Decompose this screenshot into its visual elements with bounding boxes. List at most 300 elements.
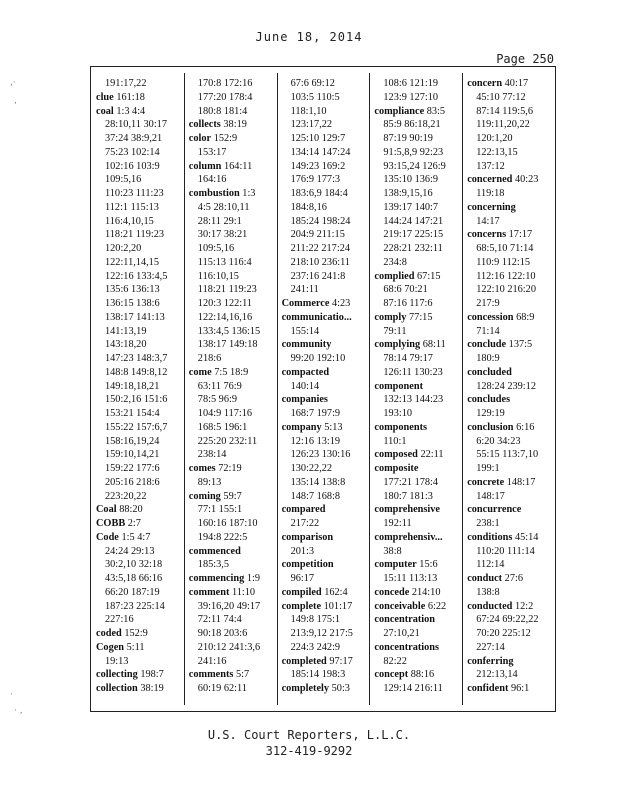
- index-term: comply: [374, 311, 407, 323]
- index-entry-continuation: [467, 105, 552, 119]
- page-line-refs: 213:9,12 217:5: [290, 628, 353, 639]
- index-entry-continuation: [282, 132, 367, 146]
- page-line-refs: 72:11 74:4: [197, 614, 242, 626]
- index-term: clue: [96, 91, 114, 103]
- index-term: collecting: [96, 669, 138, 681]
- page-line-refs: 87:19 90:19: [383, 133, 433, 144]
- index-entry-continuation: [374, 173, 459, 187]
- page-line-refs: 67:6 69:12: [290, 78, 335, 89]
- index-entry-continuation: [374, 490, 459, 504]
- index-entry-continuation: [467, 462, 552, 476]
- index-entry-continuation: [189, 407, 274, 421]
- page-line-refs: 152:9: [124, 628, 148, 639]
- page-line-refs: 75:23 102:14: [105, 146, 160, 158]
- header-date: June 18, 2014: [255, 30, 363, 44]
- page-line-refs: 88:20: [119, 504, 143, 516]
- index-entry-continuation: [467, 118, 552, 132]
- index-entry: [189, 490, 274, 504]
- page-line-refs: 152:9: [213, 133, 238, 144]
- index-entry-continuation: [282, 283, 367, 297]
- index-entry-continuation: [282, 545, 367, 559]
- index-entry-continuation: [96, 187, 181, 201]
- index-entry-continuation: [189, 613, 274, 627]
- index-entry-continuation: [374, 283, 459, 297]
- page-line-refs: 183:6,9 184:4: [290, 188, 348, 199]
- index-entry: [467, 311, 552, 325]
- index-entry-continuation: [467, 91, 552, 105]
- index-entry: [282, 558, 367, 572]
- index-entry-continuation: [189, 173, 274, 187]
- index-term: concerns: [467, 229, 507, 241]
- page-line-refs: 102:16 103:9: [105, 160, 160, 172]
- page-line-refs: 78:5 96:9: [197, 394, 237, 406]
- page-line-refs: 2:7: [127, 518, 141, 529]
- index-entry-continuation: [374, 517, 459, 531]
- page-line-refs: 123:9 127:10: [383, 91, 439, 103]
- page-line-refs: 1:3: [242, 188, 256, 199]
- index-entry-continuation: [282, 160, 367, 174]
- index-entry-continuation: [467, 448, 552, 462]
- index-entry: [467, 77, 552, 91]
- page-line-refs: 110:23 111:23: [105, 188, 164, 199]
- page-line-refs: 40:17: [504, 78, 529, 89]
- index-column: [184, 67, 277, 711]
- index-entry: [189, 366, 274, 380]
- index-entry: [374, 600, 459, 614]
- page-line-refs: 168:7 197:9: [290, 408, 341, 419]
- index-entry-continuation: [189, 503, 274, 517]
- index-entry-continuation: [189, 228, 274, 242]
- page-line-refs: 223:20,22: [105, 490, 147, 502]
- index-term: concrete: [467, 476, 505, 488]
- index-entry-continuation: [282, 105, 367, 119]
- index-entry-continuation: [189, 476, 274, 490]
- margin-mark: ·: [10, 690, 13, 700]
- page-line-refs: 193:10: [383, 408, 412, 419]
- index-entry-continuation: [374, 366, 459, 380]
- index-entry-continuation: [374, 627, 459, 641]
- index-term: collects: [188, 119, 221, 131]
- index-entry-continuation: [374, 393, 459, 407]
- index-term: concludes: [467, 394, 511, 406]
- index-entry: [374, 558, 459, 572]
- index-entry: [467, 503, 552, 517]
- index-term: completely: [281, 683, 330, 694]
- page-line-refs: 144:24 147:21: [383, 215, 444, 227]
- page-line-refs: 15:6: [419, 559, 438, 571]
- page-line-refs: 147:23 148:3,7: [105, 353, 168, 364]
- page-line-refs: 112:14: [476, 559, 505, 571]
- index-term: components: [374, 421, 428, 433]
- index-term: column: [188, 160, 222, 172]
- index-entry-continuation: [467, 160, 552, 174]
- page-line-refs: 150:2,16 151:6: [105, 394, 168, 406]
- index-entry-continuation: [467, 325, 552, 339]
- page-line-refs: 126:11 130:23: [383, 366, 443, 378]
- index-term: completed: [281, 655, 327, 667]
- index-entry-continuation: [189, 558, 274, 572]
- index-entry-continuation: [189, 435, 274, 449]
- page-line-refs: 6:20 34:23: [476, 435, 521, 447]
- page-line-refs: 149:8 175:1: [290, 614, 341, 626]
- page-line-refs: 135:10 136:9: [383, 174, 439, 186]
- page-line-refs: 185:14 198:3: [290, 669, 346, 681]
- page-line-refs: 153:21 154:4: [105, 408, 160, 419]
- page-line-refs: 112:1 115:13: [105, 201, 159, 213]
- index-entry: [189, 586, 274, 600]
- index-term: concerned: [467, 174, 513, 186]
- page-line-refs: 168:5 196:1: [197, 421, 248, 433]
- index-entry: [282, 421, 367, 435]
- index-entry-continuation: [189, 641, 274, 655]
- index-entry-continuation: [96, 338, 181, 352]
- page-line-refs: 148:7 168:8: [290, 490, 341, 502]
- page-line-refs: 125:10 129:7: [290, 133, 346, 144]
- index-term: complied: [374, 270, 415, 282]
- page-line-refs: 108:6 121:19: [383, 78, 439, 89]
- index-column: [369, 67, 462, 711]
- index-entry-continuation: [96, 545, 181, 559]
- index-entry-continuation: [189, 201, 274, 215]
- index-entry-continuation: [467, 613, 552, 627]
- index-entry: [96, 91, 181, 105]
- page-line-refs: 78:14 79:17: [383, 353, 433, 364]
- index-column: [277, 67, 370, 711]
- page-line-refs: 96:1: [510, 683, 530, 694]
- index-entry: [282, 682, 367, 696]
- index-entry-continuation: [189, 655, 274, 669]
- index-term: collection: [96, 683, 138, 694]
- index-term: comparison: [281, 531, 334, 543]
- page-line-refs: 234:8: [383, 256, 407, 268]
- page-line-refs: 66:20 187:19: [105, 586, 160, 598]
- page-line-refs: 67:15: [417, 270, 441, 282]
- page-line-refs: 45:10 77:12: [476, 91, 526, 103]
- index-entry-continuation: [96, 118, 181, 132]
- page-line-refs: 110:9 112:15: [476, 256, 531, 268]
- page-line-refs: 12:16 13:19: [290, 435, 341, 447]
- index-term: color: [188, 133, 212, 144]
- index-entry-continuation: [189, 77, 274, 91]
- index-term: come: [188, 366, 212, 378]
- page-line-refs: 120:1,20: [476, 133, 513, 144]
- index-term: coded: [96, 628, 122, 639]
- index-entry: [467, 476, 552, 490]
- index-entry: [467, 421, 552, 435]
- index-term: concern: [467, 78, 503, 89]
- index-entry-continuation: [189, 283, 274, 297]
- index-entry-continuation: [374, 91, 459, 105]
- index-entry-continuation: [467, 435, 552, 449]
- page-line-refs: 89:13: [197, 476, 222, 488]
- index-entry: [467, 366, 552, 380]
- page-line-refs: 5:13: [324, 421, 343, 433]
- index-entry-continuation: [96, 325, 181, 339]
- index-entry: [374, 503, 459, 517]
- index-entry-continuation: [189, 517, 274, 531]
- page-line-refs: 138:17 141:13: [105, 311, 165, 323]
- page-line-refs: 27:6: [504, 573, 523, 584]
- index-entry-continuation: [96, 173, 181, 187]
- index-entry: [467, 393, 552, 407]
- page-line-refs: 43:5,18 66:16: [105, 573, 163, 584]
- index-entry-continuation: [96, 270, 181, 284]
- page-line-refs: 14:17: [476, 215, 500, 227]
- index-entry-continuation: [374, 407, 459, 421]
- index-entry-continuation: [96, 215, 181, 229]
- margin-mark: · ,: [14, 706, 23, 716]
- page-line-refs: 77:15: [409, 311, 433, 323]
- index-entry: [374, 668, 459, 682]
- index-entry-continuation: [467, 641, 552, 655]
- index-entry: [189, 160, 274, 174]
- page-line-refs: 164:11: [224, 160, 253, 172]
- page-line-refs: 238:1: [476, 518, 500, 529]
- page-line-refs: 191:17,22: [105, 78, 147, 89]
- index-term: concerning: [467, 201, 516, 213]
- index-entry-continuation: [467, 586, 552, 600]
- index-entry-continuation: [467, 242, 552, 256]
- page-line-refs: 37:24 38:9,21: [105, 133, 163, 144]
- index-entry: [374, 462, 459, 476]
- index-term: confident: [467, 683, 509, 694]
- page-line-refs: 116:10,15: [197, 270, 239, 282]
- index-entry-continuation: [467, 627, 552, 641]
- page-line-refs: 137:12: [476, 160, 505, 172]
- page-line-refs: 55:15 113:7,10: [476, 449, 539, 461]
- page-line-refs: 4:5 28:10,11: [197, 201, 250, 213]
- index-entry-continuation: [282, 242, 367, 256]
- page-line-refs: 93:15,24 126:9: [383, 160, 446, 172]
- page-line-refs: 214:10: [411, 586, 441, 598]
- page-line-refs: 30:2,10 32:18: [105, 559, 163, 571]
- page-line-refs: 90:18 203:6: [197, 628, 248, 639]
- index-entry: [189, 668, 274, 682]
- page-line-refs: 138:9,15,16: [383, 188, 433, 199]
- page-line-refs: 120:2,20: [105, 243, 142, 254]
- index-term: Cogen: [96, 641, 125, 653]
- page-line-refs: 185:24 198:24: [290, 215, 351, 227]
- page-line-refs: 38:19: [223, 119, 247, 131]
- index-entry-continuation: [374, 146, 459, 160]
- index-term: comprehensive: [374, 504, 440, 516]
- index-term: concession: [467, 311, 514, 323]
- index-term: conclusion: [467, 421, 514, 433]
- page-line-refs: 68:11: [422, 339, 446, 351]
- page-line-refs: 177:21 178:4: [383, 476, 439, 488]
- index-entry: [282, 655, 367, 669]
- index-entry: [96, 682, 181, 696]
- index-entry-continuation: [467, 187, 552, 201]
- index-entry-continuation: [374, 160, 459, 174]
- page-line-refs: 162:4: [324, 586, 348, 598]
- index-entry-continuation: [96, 352, 181, 366]
- page-line-refs: 227:16: [105, 614, 134, 626]
- index-entry-continuation: [282, 476, 367, 490]
- page-line-refs: 137:5: [508, 339, 533, 351]
- index-entry-continuation: [96, 655, 181, 669]
- page-line-refs: 219:17 225:15: [383, 229, 444, 241]
- page-line-refs: 120:3 122:11: [197, 298, 253, 309]
- page-line-refs: 132:13 144:23: [383, 394, 444, 406]
- word-index-table: [90, 66, 556, 712]
- page-line-refs: 7:5 18:9: [214, 366, 249, 378]
- page-line-refs: 110:20 111:14: [476, 545, 535, 557]
- page-line-refs: 198:7: [140, 669, 164, 681]
- index-entry-continuation: [467, 490, 552, 504]
- page-line-refs: 241:11: [290, 284, 319, 296]
- index-entry: [96, 668, 181, 682]
- index-entry-continuation: [282, 572, 367, 586]
- index-entry-continuation: [96, 421, 181, 435]
- index-entry-continuation: [282, 448, 367, 462]
- index-entry-continuation: [96, 283, 181, 297]
- index-entry: [374, 586, 459, 600]
- page-line-refs: 99:20 192:10: [290, 353, 346, 364]
- index-entry-continuation: [96, 613, 181, 627]
- index-term: concede: [374, 586, 410, 598]
- page-line-refs: 38:8: [383, 545, 402, 557]
- page-line-refs: 161:18: [116, 91, 145, 103]
- index-term: component: [374, 380, 424, 392]
- index-entry-continuation: [96, 407, 181, 421]
- index-term: communicatio...: [281, 311, 352, 323]
- index-entry: [374, 338, 459, 352]
- page-line-refs: 96:17: [290, 573, 315, 584]
- index-term: concluded: [467, 366, 512, 378]
- page-line-refs: 63:11 76:9: [197, 380, 242, 392]
- index-entry: [96, 503, 181, 517]
- index-entry-continuation: [189, 325, 274, 339]
- index-entry: [189, 187, 274, 201]
- index-entry: [374, 270, 459, 284]
- page-line-refs: 19:13: [105, 655, 129, 667]
- page-line-refs: 185:3,5: [197, 559, 229, 571]
- page-line-refs: 110:1: [383, 435, 407, 447]
- index-entry-continuation: [96, 366, 181, 380]
- index-term: coming: [188, 490, 221, 502]
- page-line-refs: 136:15 138:6: [105, 298, 160, 309]
- index-term: Commerce: [281, 298, 330, 309]
- page-line-refs: 210:12 241:3,6: [197, 641, 261, 653]
- index-entry: [282, 600, 367, 614]
- index-entry-continuation: [467, 270, 552, 284]
- index-entry-continuation: [467, 558, 552, 572]
- page-line-refs: 135:6 136:13: [105, 284, 160, 296]
- index-entry-continuation: [189, 105, 274, 119]
- page-line-refs: 5:11: [126, 641, 145, 653]
- index-entry: [96, 105, 181, 119]
- page-line-refs: 4:23: [332, 298, 351, 309]
- index-entry-continuation: [189, 352, 274, 366]
- index-entry: [467, 228, 552, 242]
- index-entry-continuation: [96, 311, 181, 325]
- index-entry-continuation: [96, 462, 181, 476]
- index-entry: [96, 531, 181, 545]
- page-line-refs: 204:9 211:15: [290, 229, 345, 241]
- index-entry-continuation: [96, 435, 181, 449]
- page-line-refs: 184:8,16: [290, 201, 327, 213]
- index-entry: [374, 531, 459, 545]
- index-entry-continuation: [374, 682, 459, 696]
- index-entry-continuation: [282, 256, 367, 270]
- margin-mark: ,·: [10, 78, 16, 88]
- index-entry-continuation: [96, 448, 181, 462]
- index-entry-continuation: [189, 270, 274, 284]
- footer-company: U.S. Court Reporters, L.L.C.: [207, 728, 411, 742]
- page-line-refs: 194:8 222:5: [197, 531, 248, 543]
- page-line-refs: 153:17: [197, 146, 227, 158]
- index-entry-continuation: [96, 476, 181, 490]
- index-entry-continuation: [282, 435, 367, 449]
- index-entry: [282, 503, 367, 517]
- index-term: complying: [374, 339, 421, 351]
- page-line-refs: 159:10,14,21: [105, 449, 160, 461]
- page-line-refs: 38:19: [140, 683, 164, 694]
- index-entry-continuation: [96, 132, 181, 146]
- index-entry: [282, 297, 367, 311]
- index-entry-continuation: [374, 435, 459, 449]
- index-entry: [374, 421, 459, 435]
- page-line-refs: 129:19: [476, 408, 505, 419]
- index-entry-continuation: [467, 668, 552, 682]
- index-entry-continuation: [189, 146, 274, 160]
- page-line-refs: 126:23 130:16: [290, 449, 351, 461]
- index-entry-continuation: [282, 146, 367, 160]
- page-line-refs: 224:3 242:9: [290, 641, 341, 653]
- index-entry-continuation: [374, 297, 459, 311]
- page-line-refs: 97:17: [329, 655, 353, 667]
- index-entry-continuation: [374, 242, 459, 256]
- page-line-refs: 135:14 138:8: [290, 476, 346, 488]
- index-entry-continuation: [282, 215, 367, 229]
- index-entry-continuation: [96, 160, 181, 174]
- page-line-refs: 68:5,10 71:14: [476, 243, 534, 254]
- page-line-refs: 30:17 38:21: [197, 229, 248, 241]
- index-term: conducted: [467, 600, 513, 612]
- index-column: [91, 67, 184, 711]
- index-entry: [374, 380, 459, 394]
- page-line-refs: 241:16: [197, 655, 227, 667]
- page-line-refs: 148:17: [506, 476, 536, 488]
- page-line-refs: 192:11: [383, 518, 412, 529]
- index-term: conduct: [467, 573, 503, 584]
- page-line-refs: 17:17: [508, 229, 533, 241]
- page-line-refs: 119:11,20,22: [476, 119, 530, 131]
- index-term: COBB: [96, 518, 126, 529]
- page-line-refs: 103:5 110:5: [290, 91, 340, 103]
- index-entry: [467, 531, 552, 545]
- page-line-refs: 109:5,16: [197, 243, 235, 254]
- index-entry-continuation: [189, 242, 274, 256]
- index-entry-continuation: [96, 297, 181, 311]
- index-entry: [282, 338, 367, 352]
- index-term: compliance: [374, 105, 425, 117]
- index-term: compiled: [281, 586, 322, 598]
- index-entry-continuation: [189, 215, 274, 229]
- index-term: combustion: [188, 188, 240, 199]
- page-line-refs: 149:23 169:2: [290, 160, 346, 172]
- index-term: community: [281, 339, 332, 351]
- page-line-refs: 217:22: [290, 518, 320, 529]
- index-entry-continuation: [189, 421, 274, 435]
- page-line-refs: 79:11: [383, 325, 407, 337]
- index-entry-continuation: [374, 256, 459, 270]
- page-line-refs: 148:17: [476, 490, 505, 502]
- index-entry: [96, 641, 181, 655]
- index-entry-continuation: [374, 118, 459, 132]
- index-entry: [467, 201, 552, 215]
